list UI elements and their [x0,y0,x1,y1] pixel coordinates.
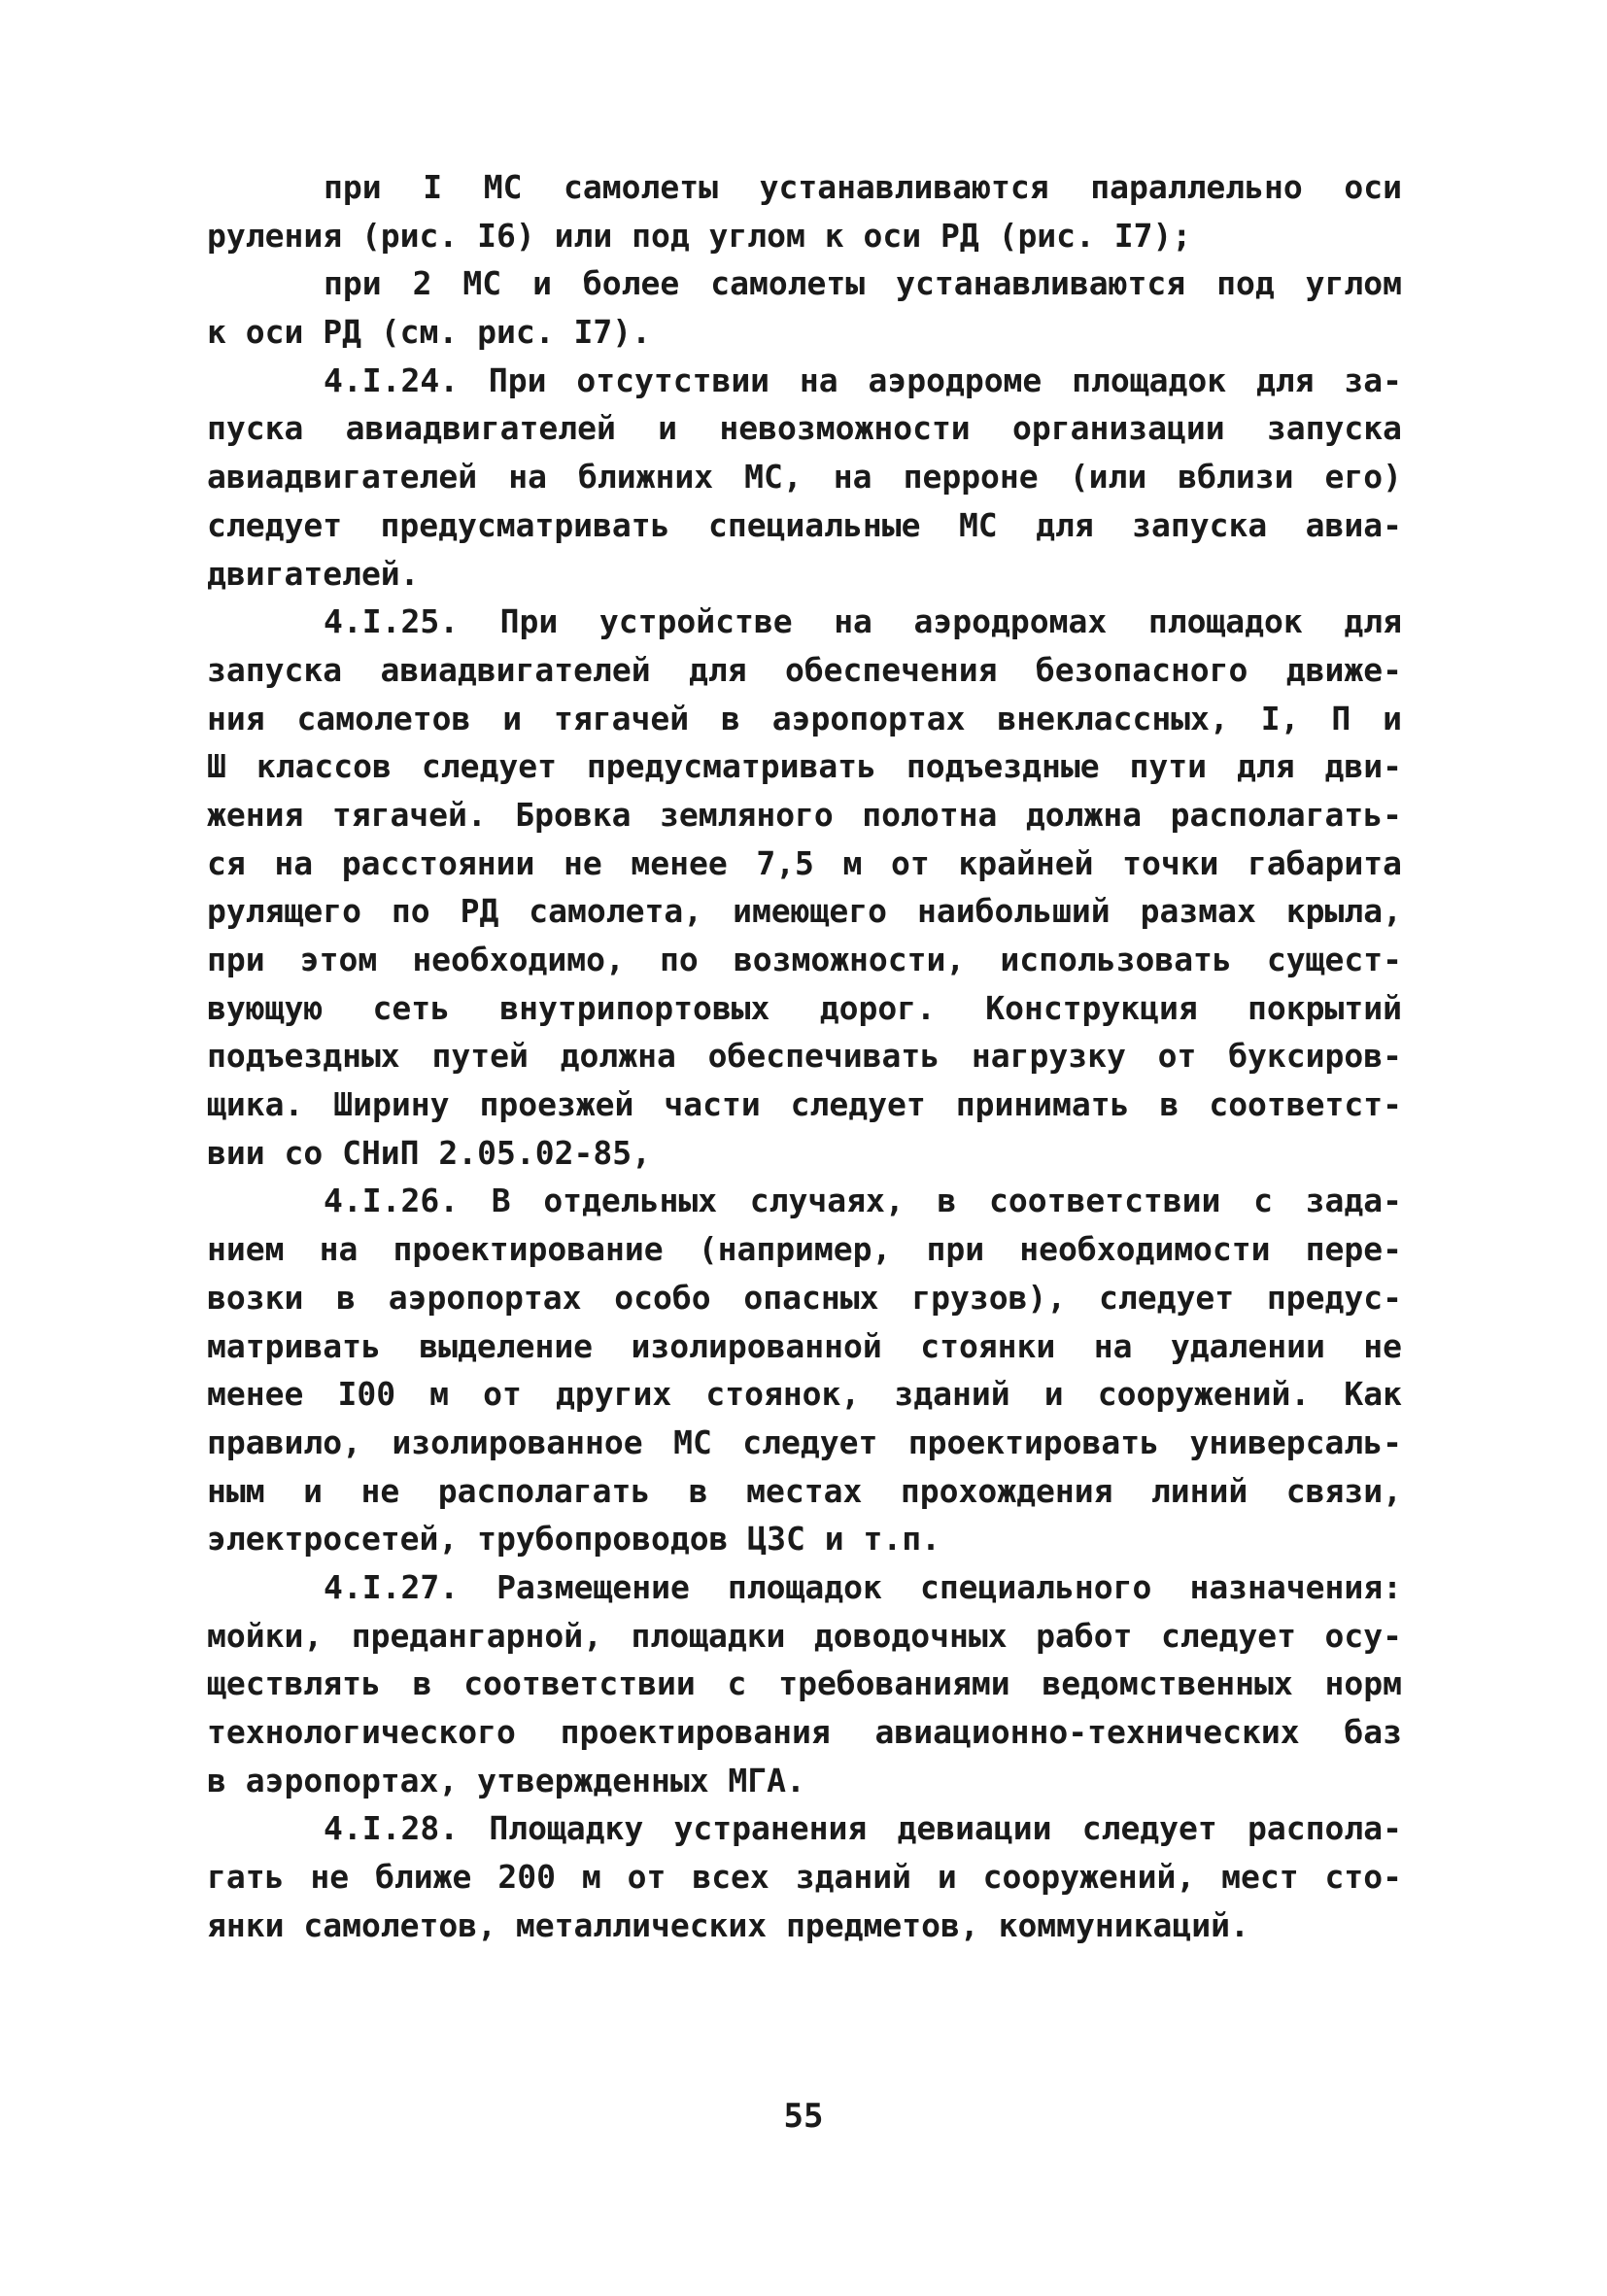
text-line: при I МС самолеты устанавливаются параллельно оси [324,168,1402,206]
text-line: возки в аэропортах особо опасных грузов), следует предус- [207,1278,1402,1317]
text-line: при этом необходимо, по возможности, использовать сущест- [207,941,1402,978]
text-line: ния самолетов и тягачей в аэропортах внеклассных, I, П и [207,699,1402,737]
text-line: в аэропортах, утвержденных МГА. [207,1761,805,1799]
text-line: нием на проектирование (например, при необходимости пере- [207,1230,1402,1269]
text-line: ным и не располагать в местах прохождения линий связи, [207,1471,1402,1510]
text-line: вии со СНиП 2.05.02-85, [207,1133,651,1172]
text-line: ся на расстоянии не менее 7,5 м от крайней точки габарита [207,843,1402,882]
text-line: Ш классов следует предусматривать подъездные пути для дви- [207,747,1402,786]
text-line: ществлять в соответствии с требованиями ведомственных норм [207,1664,1402,1703]
text-line: пуска авиадвигателей и невозможности организации запуска [207,409,1402,448]
text-line: к оси РД (см. рис. I7). [207,313,651,352]
text-line: янки самолетов, металлических предметов, коммуникаций. [207,1905,1249,1944]
text-line: щика. Ширину проезжей части следует принимать в соответст- [207,1085,1402,1124]
text-line: рулящего по РД самолета, имеющего наибольший размах крыла, [207,892,1402,931]
text-line: подъездных путей должна обеспечивать нагрузку от буксиров- [207,1037,1402,1076]
text-line: правило, изолированное МС следует проектировать универсаль- [207,1422,1402,1461]
text-line: мойки, предангарной, площадки доводочных работ следует осу- [207,1616,1402,1655]
text-line: при 2 МС и более самолеты устанавливаются под углом [324,264,1402,303]
text-line: матривать выделение изолированной стоянки на удалении не [207,1326,1402,1365]
text-line: 4.I.25. При устройстве на аэродромах площадок для [324,602,1402,641]
text-line: следует предусматривать специальные МС для запуска авиа- [207,505,1402,544]
text-line: 4.I.27. Размещение площадок специального назначения: [324,1567,1402,1606]
text-line: руления (рис. I6) или под углом к оси РД (рис. I7); [207,216,1192,255]
text-line: менее I00 м от других стоянок, зданий и сооружений. Как [207,1375,1402,1414]
text-line: электросетей, трубопроводов ЦЗС и т.п. [207,1520,940,1559]
text-line: авиадвигателей на ближних МС, на перроне (или вблизи его) [207,458,1402,497]
text-line: запуска авиадвигателей для обеспечения безопасного движе- [207,650,1402,689]
text-line: технологического проектирования авиационно-технических баз [207,1713,1402,1751]
text-line: жения тягачей. Бровка земляного полотна должна располагать- [207,795,1402,834]
document-body [207,163,1402,1949]
text-line: 4.I.28. Площадку устранения девиации следует распола- [324,1809,1402,1848]
text-line: вующую сеть внутрипортовых дорог. Конструкция покрытий [207,988,1402,1027]
text-line: двигателей. [207,554,420,593]
text-line: 4.I.26. В отдельных случаях, в соответствии с зада- [324,1182,1402,1220]
text-line: 4.I.24. При отсутствии на аэродроме площадок для за- [324,360,1402,399]
page-number: 55 [783,2097,824,2136]
text-line: гать не ближе 200 м от всех зданий и сооружений, мест сто- [207,1858,1402,1897]
